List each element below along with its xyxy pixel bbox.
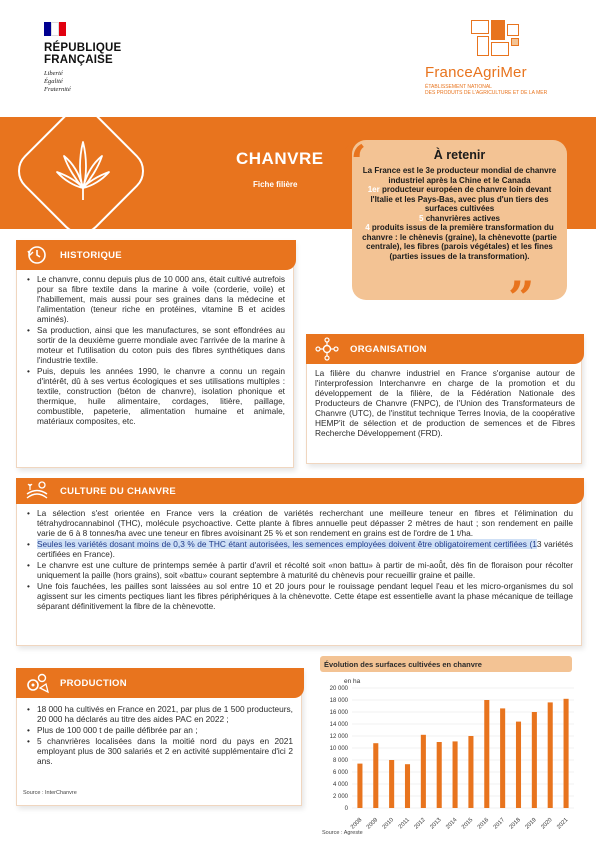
chart-ytick: 12 000 xyxy=(329,734,348,740)
chart-xtick: 2017 xyxy=(492,817,507,831)
chart-bar xyxy=(453,741,458,808)
culture-card xyxy=(16,478,582,646)
franceagrimer-logo xyxy=(425,20,575,96)
historique-item: • Sa production, ainsi que les manufactures, se sont effondrées au sortir de la deuxième guerre mondiale avec l'arrivée de la marine à moteur et l'utilisation du coton puis des fibres synthétiques dans l'industrie textile. xyxy=(27,325,285,365)
chart-ylabel: en ha xyxy=(344,678,361,685)
organisation-card xyxy=(306,334,582,464)
surface-chart xyxy=(314,674,580,838)
franceagrimer-name: FranceAgriMer xyxy=(425,64,527,81)
chart-xtick: 2011 xyxy=(397,817,411,831)
historique-card xyxy=(16,240,294,468)
chart-bar xyxy=(516,722,521,808)
chart-bar xyxy=(484,700,489,808)
page-title: CHANVRE xyxy=(236,149,324,168)
chart-xtick: 2015 xyxy=(460,817,475,831)
chart-bar xyxy=(405,764,410,808)
open-quote-icon: “ xyxy=(340,135,367,189)
rf-title-line-1: RÉPUBLIQUE xyxy=(44,42,122,54)
network-icon xyxy=(314,336,340,362)
organisation-heading: ORGANISATION xyxy=(350,343,427,355)
retenir-item-2: 1er producteur européen de chanvre loin devant l'Italie et les Pays-Bas, avec plus d'un tiers des surfaces cultivées xyxy=(367,185,552,213)
production-header xyxy=(16,668,304,698)
chart-ytick: 14 000 xyxy=(329,722,348,728)
chart-ytick: 4 000 xyxy=(332,782,348,788)
chart-ytick: 8 000 xyxy=(332,758,348,764)
historique-item: • Le chanvre, connu depuis plus de 10 000 ans, était cultivé autrefois pour sa fibre textile dans la marine à voile (corderie, voile) et l'habillement, mais aussi pour ses graines dans la médecine et l'alimentation (teneur riche en protéines, vitamine B et acides aminés). xyxy=(27,274,285,324)
chart-bar xyxy=(532,712,537,808)
chart-xtick: 2021 xyxy=(556,817,570,831)
culture-highlight: Seules les variétés dosant moins de 0,3 % de THC étant autorisées, les semences employées doivent être obligatoirement certifiées (1 xyxy=(37,539,537,549)
chart-bar xyxy=(421,735,426,808)
chart-xtick: 2014 xyxy=(445,817,459,831)
chart-ytick: 6 000 xyxy=(332,770,348,776)
chart-xtick: 2020 xyxy=(540,817,554,831)
chart-bar xyxy=(357,764,362,808)
republique-francaise-logo xyxy=(44,22,154,94)
organisation-header xyxy=(306,334,584,364)
close-quote-icon: ” xyxy=(508,271,535,325)
chart-ytick: 10 000 xyxy=(329,746,348,752)
hemp-leaf-icon xyxy=(48,136,118,206)
chart-source: Source : Agreste xyxy=(322,830,363,836)
chart-ytick: 0 xyxy=(344,806,348,812)
production-item: • 18 000 ha cultivés en France en 2021, par plus de 1 500 producteurs, 20 000 ha déclarés au titre des aides PAC en 2022 ; xyxy=(27,704,293,724)
chart-title: Évolution des surfaces cultivées en chanvre xyxy=(324,660,482,669)
retenir-item-4: 4 produits issus de la première transformation du chanvre : le chènevis (graine), la chènevotte (partie centrale), les fibres (parois végétales) et les fines (parties issues de la transformation). xyxy=(362,223,557,261)
historique-item: • Puis, depuis les années 1990, le chanvre a connu un regain d'intérêt, dû à ses vertus écologiques et ses utilisations multiples : textile, construction (béton de chanvre), isolation phonique et thermique, huile alimentaire, cordages, litière, paillage, combustible, papeterie, alimentation humaine et animale, matériaux composites, etc. xyxy=(27,366,285,426)
chart-xtick: 2018 xyxy=(508,817,522,831)
chart-xtick: 2012 xyxy=(413,817,427,831)
culture-heading: CULTURE DU CHANVRE xyxy=(60,485,177,497)
production-item: • 5 chanvrières localisées dans la moitié nord du pays en 2021 employant plus de 300 salariés et 2 en activité supplémentaire d'ici 2 ans. xyxy=(27,736,293,766)
production-source: Source : InterChanvre xyxy=(23,790,77,796)
chart-ytick: 2 000 xyxy=(332,794,348,800)
chart-ytick: 20 000 xyxy=(329,686,348,692)
historique-heading: HISTORIQUE xyxy=(60,249,122,261)
field-icon xyxy=(24,478,50,504)
rf-motto-3: Fraternité xyxy=(44,86,71,93)
chart-xtick: 2008 xyxy=(349,817,364,831)
chart-xtick: 2019 xyxy=(524,817,538,831)
rf-title-line-2: FRANÇAISE xyxy=(44,54,113,66)
franceagrimer-sub-1: ÉTABLISSEMENT NATIONAL xyxy=(425,84,492,90)
chart-bar xyxy=(468,736,473,808)
chart-ytick: 16 000 xyxy=(329,710,348,716)
retenir-item-3: 5 chanvrières actives xyxy=(419,213,500,223)
retenir-item-1: La France est le 3e producteur mondial de chanvre industriel après la Chine et le Canada xyxy=(362,166,557,185)
chart-xtick: 2009 xyxy=(365,817,380,831)
franceagrimer-sub-2: DES PRODUITS DE L'AGRICULTURE ET DE LA MER xyxy=(425,90,548,96)
culture-item: • Une fois fauchées, les pailles sont laissées au sol entre 10 et 20 jours pour le rouissage pendant lequel l'eau et les micro-organismes du sol agissent sur les ciments pectiques liant les fibres périphériques à la chènevotte. Cette étape est essentielle avant la phase mécanique de teillage séparant définitivement la fibre de la chènevotte. xyxy=(27,581,573,611)
rf-motto-2: Égalité xyxy=(44,78,63,85)
production-heading: PRODUCTION xyxy=(60,677,127,689)
production-gears-icon xyxy=(24,670,50,696)
chart-bar xyxy=(389,760,394,808)
chart-xtick: 2016 xyxy=(476,817,491,831)
page-subtitle: Fiche filière xyxy=(253,180,298,189)
chart-bar xyxy=(564,699,569,808)
culture-item: • La sélection s'est orientée en France vers la création de variétés recherchant une meilleure teneur en fibres et l'élimination du tétrahydrocannabinol (THC), molécule psychoactive. Cette plante à fibres annuelle peut dépasser 2 mètres de haut ; son rendement en paille varie de 6 à 8 tonnes/ha avec une teneur en fibres avoisinant 25 % et son rendement en grains est de l'ordre de 1 t/ha. xyxy=(27,508,573,538)
chart-bar xyxy=(500,708,505,808)
chart-xtick: 2013 xyxy=(429,817,443,831)
chart-ytick: 18 000 xyxy=(329,698,348,704)
chart-xtick: 2010 xyxy=(381,817,396,831)
culture-item: • Seules les variétés dosant moins de 0,3 % de THC étant autorisées, les semences employées doivent être obligatoirement certifiées (13 variétés certifiées en France). xyxy=(27,539,573,559)
culture-item: • Le chanvre est une culture de printemps semée à partir d'avril et récolté soit «non battu» à partir de mi-aoû̂t, dès fin de floraison pour récolter uniquement la paille (hors grains), soit «battu» courant septembre à maturité du chènevis pour recueillir graine et paille. xyxy=(27,560,573,580)
history-clock-icon xyxy=(24,242,50,268)
chart-bar xyxy=(548,702,553,808)
franceagrimer-mark-icon xyxy=(471,20,523,60)
production-item: • Plus de 100 000 t de paille défibrée par an ; xyxy=(27,725,293,735)
a-retenir-heading: À retenir xyxy=(433,148,486,162)
historique-header xyxy=(16,240,296,270)
culture-header xyxy=(16,478,584,504)
chart-bar xyxy=(373,743,378,808)
rf-motto-1: Liberté xyxy=(44,70,63,77)
organisation-text: La filière du chanvre industriel en France s'organise autour de l'interprofession Interchanvre en charge de la promotion et du développement de la filière, de la Fédération Nationale des Producteurs de Chanvre (FNPC), de l'Union des Transformateurs de Chanvre (UTC), de l'institut technique Terres Inovia, de la coopérative HEMP'it de sélection et de production de semences et de Fibres Recherche Développement (FRD). xyxy=(315,368,575,438)
a-retenir-box xyxy=(352,140,567,300)
chart-bar xyxy=(437,742,442,808)
marianne-icon xyxy=(44,22,66,36)
production-card xyxy=(16,668,302,806)
